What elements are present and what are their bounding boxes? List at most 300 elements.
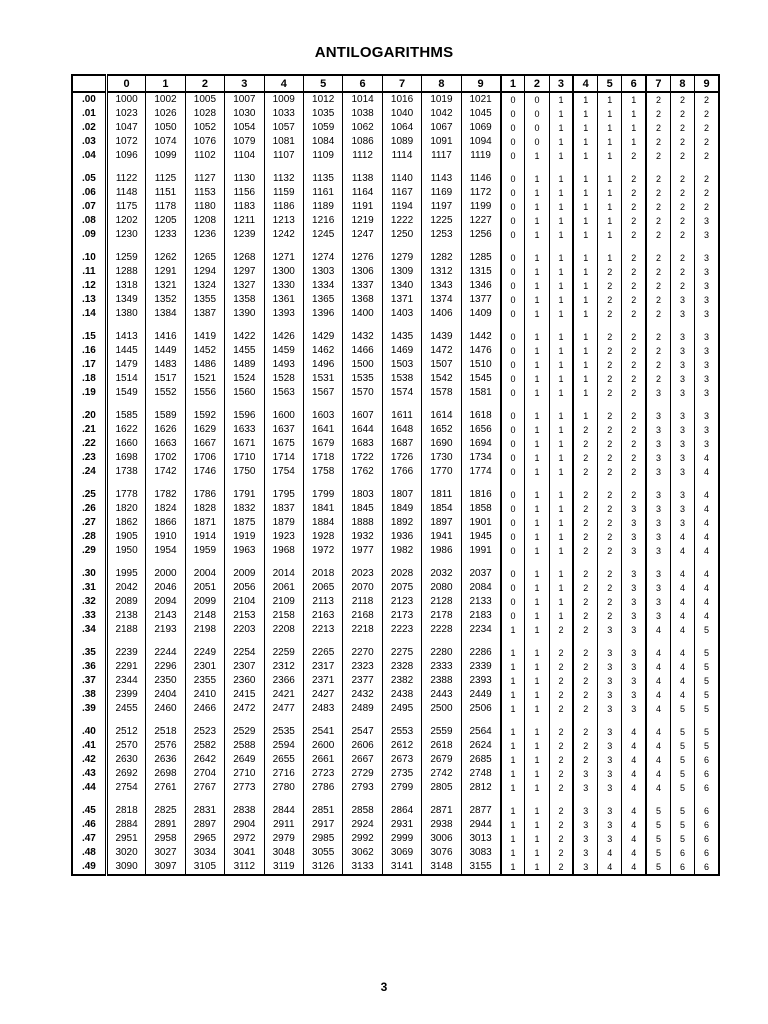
header-diff-8: 8 — [670, 75, 694, 92]
mean-difference: 3 — [646, 386, 670, 400]
table-row — [72, 265, 719, 279]
mean-difference: 1 — [573, 200, 597, 214]
antilog-value: 1626 — [146, 423, 185, 437]
mean-difference: 3 — [695, 228, 719, 242]
mean-difference: 4 — [598, 846, 622, 860]
mean-difference: 2 — [549, 781, 573, 795]
antilog-value: 2317 — [303, 660, 342, 674]
row-label: .33 — [81, 610, 96, 621]
antilog-value: 2143 — [146, 609, 185, 623]
mean-difference: 6 — [670, 846, 694, 860]
antilog-value: 1644 — [343, 423, 382, 437]
antilog-value: 1919 — [225, 530, 264, 544]
mean-difference: 1 — [573, 121, 597, 135]
mean-difference: 3 — [695, 358, 719, 372]
mean-difference: 0 — [501, 609, 525, 623]
antilog-value: 1384 — [146, 307, 185, 321]
table-row — [72, 409, 719, 423]
row-label: .40 — [81, 726, 96, 737]
mean-difference: 3 — [670, 386, 694, 400]
mean-difference: 1 — [573, 149, 597, 163]
mean-difference: 2 — [622, 465, 646, 479]
antilog-value: 1390 — [225, 307, 264, 321]
antilog-value: 1268 — [225, 251, 264, 265]
table-row — [72, 860, 719, 875]
mean-difference: 2 — [573, 437, 597, 451]
antilog-value: 1380 — [106, 307, 145, 321]
table-row — [72, 609, 719, 623]
mean-difference: 1 — [501, 753, 525, 767]
mean-difference: 6 — [670, 860, 694, 875]
antilog-value: 1832 — [225, 502, 264, 516]
antilog-value: 2158 — [264, 609, 303, 623]
table-row — [72, 832, 719, 846]
antilog-value: 2559 — [422, 725, 461, 739]
mean-difference: 2 — [598, 386, 622, 400]
mean-difference: 3 — [622, 581, 646, 595]
antilog-value: 1837 — [264, 502, 303, 516]
mean-difference: 3 — [622, 567, 646, 581]
table-row — [72, 358, 719, 372]
mean-difference: 1 — [549, 172, 573, 186]
antilog-value: 3083 — [461, 846, 500, 860]
antilog-value: 1321 — [146, 279, 185, 293]
antilog-value: 2138 — [106, 609, 145, 623]
mean-difference: 1 — [549, 358, 573, 372]
antilog-value: 1309 — [382, 265, 421, 279]
mean-difference: 3 — [670, 488, 694, 502]
antilog-value: 1786 — [185, 488, 224, 502]
antilog-value: 1250 — [382, 228, 421, 242]
antilog-value: 2606 — [343, 739, 382, 753]
antilog-value: 2944 — [461, 818, 500, 832]
mean-difference: 1 — [549, 437, 573, 451]
mean-difference: 0 — [501, 149, 525, 163]
antilog-value: 2118 — [343, 595, 382, 609]
antilog-value: 1698 — [106, 451, 145, 465]
mean-difference: 4 — [622, 767, 646, 781]
mean-difference: 4 — [646, 660, 670, 674]
mean-difference: 2 — [549, 767, 573, 781]
antilog-value: 2270 — [343, 646, 382, 660]
antilog-value: 1656 — [461, 423, 500, 437]
antilog-value: 1002 — [146, 92, 185, 107]
mean-difference: 3 — [622, 502, 646, 516]
table-body — [72, 92, 719, 875]
antilog-value: 1175 — [106, 200, 145, 214]
antilog-value: 1303 — [303, 265, 342, 279]
antilog-value: 1236 — [185, 228, 224, 242]
mean-difference: 3 — [598, 781, 622, 795]
mean-difference: 2 — [646, 358, 670, 372]
mean-difference: 1 — [549, 488, 573, 502]
mean-difference: 1 — [598, 251, 622, 265]
antilog-value: 2080 — [422, 581, 461, 595]
antilog-value: 3112 — [225, 860, 264, 875]
antilog-value: 2594 — [264, 739, 303, 753]
antilog-value: 3041 — [225, 846, 264, 860]
antilog-value: 1811 — [422, 488, 461, 502]
antilog-value: 1343 — [422, 279, 461, 293]
mean-difference: 2 — [598, 465, 622, 479]
mean-difference: 2 — [598, 516, 622, 530]
mean-difference: 2 — [622, 200, 646, 214]
antilog-value: 2382 — [382, 674, 421, 688]
row-label: .12 — [81, 280, 96, 291]
antilog-value: 1914 — [185, 530, 224, 544]
antilog-value: 1449 — [146, 344, 185, 358]
mean-difference: 6 — [695, 767, 719, 781]
mean-difference: 1 — [525, 186, 549, 200]
mean-difference: 2 — [573, 753, 597, 767]
antilog-value: 2163 — [303, 609, 342, 623]
antilog-value: 1279 — [382, 251, 421, 265]
mean-difference: 1 — [525, 725, 549, 739]
mean-difference: 6 — [695, 832, 719, 846]
table-row — [72, 516, 719, 530]
mean-difference: 5 — [646, 846, 670, 860]
mean-difference: 3 — [573, 767, 597, 781]
antilog-value: 1227 — [461, 214, 500, 228]
mean-difference: 4 — [695, 465, 719, 479]
mean-difference: 0 — [501, 502, 525, 516]
mean-difference: 1 — [525, 767, 549, 781]
antilog-value: 1107 — [264, 149, 303, 163]
antilog-value: 2070 — [343, 581, 382, 595]
antilog-value: 1941 — [422, 530, 461, 544]
row-label: .25 — [81, 489, 96, 500]
antilog-value: 2104 — [225, 595, 264, 609]
mean-difference: 2 — [573, 674, 597, 688]
mean-difference: 3 — [670, 423, 694, 437]
mean-difference: 3 — [598, 767, 622, 781]
mean-difference: 1 — [501, 660, 525, 674]
mean-difference: 1 — [501, 725, 525, 739]
row-label: .00 — [81, 94, 96, 105]
antilog-value: 1452 — [185, 344, 224, 358]
mean-difference: 2 — [549, 804, 573, 818]
antilog-value: 2415 — [225, 688, 264, 702]
antilog-value: 2661 — [303, 753, 342, 767]
mean-difference: 4 — [670, 581, 694, 595]
header-col-5: 5 — [303, 75, 342, 92]
row-label: .45 — [81, 805, 96, 816]
mean-difference: 3 — [646, 530, 670, 544]
antilog-value: 1618 — [461, 409, 500, 423]
mean-difference: 2 — [622, 330, 646, 344]
mean-difference: 3 — [598, 660, 622, 674]
antilog-value: 2624 — [461, 739, 500, 753]
table-row — [72, 581, 719, 595]
mean-difference: 2 — [646, 265, 670, 279]
antilog-value: 3119 — [264, 860, 303, 875]
antilog-value: 2014 — [264, 567, 303, 581]
antilog-value: 1291 — [146, 265, 185, 279]
antilog-value: 1871 — [185, 516, 224, 530]
row-label: .29 — [81, 545, 96, 556]
antilog-value: 1945 — [461, 530, 500, 544]
antilog-value: 1340 — [382, 279, 421, 293]
antilog-value: 1742 — [146, 465, 185, 479]
antilog-value: 2188 — [106, 623, 145, 637]
antilog-value: 1219 — [343, 214, 382, 228]
antilog-value: 1754 — [264, 465, 303, 479]
antilog-value: 2999 — [382, 832, 421, 846]
antilog-value: 1416 — [146, 330, 185, 344]
antilog-value: 1099 — [146, 149, 185, 163]
antilog-value: 2506 — [461, 702, 500, 716]
antilog-value: 1038 — [343, 107, 382, 121]
mean-difference: 2 — [549, 623, 573, 637]
antilog-value: 1845 — [343, 502, 382, 516]
antilog-value: 1054 — [225, 121, 264, 135]
mean-difference: 3 — [695, 423, 719, 437]
mean-difference: 1 — [501, 702, 525, 716]
antilog-value: 2655 — [264, 753, 303, 767]
antilog-value: 1791 — [225, 488, 264, 502]
antilog-value: 1493 — [264, 358, 303, 372]
antilog-value: 1517 — [146, 372, 185, 386]
mean-difference: 2 — [670, 214, 694, 228]
mean-difference: 1 — [525, 488, 549, 502]
antilog-value: 2307 — [225, 660, 264, 674]
mean-difference: 1 — [549, 502, 573, 516]
mean-difference: 4 — [646, 781, 670, 795]
mean-difference: 3 — [695, 409, 719, 423]
mean-difference: 4 — [622, 860, 646, 875]
antilog-value: 2931 — [382, 818, 421, 832]
antilog-value: 1762 — [343, 465, 382, 479]
mean-difference: 2 — [598, 265, 622, 279]
mean-difference: 2 — [598, 451, 622, 465]
mean-difference: 5 — [670, 702, 694, 716]
mean-difference: 2 — [622, 488, 646, 502]
row-label: .19 — [81, 387, 96, 398]
mean-difference: 1 — [525, 386, 549, 400]
table-row — [72, 279, 719, 293]
mean-difference: 1 — [573, 92, 597, 107]
mean-difference: 4 — [646, 753, 670, 767]
antilog-value: 2477 — [264, 702, 303, 716]
mean-difference: 2 — [622, 423, 646, 437]
mean-difference: 0 — [501, 121, 525, 135]
mean-difference: 1 — [525, 214, 549, 228]
mean-difference: 1 — [525, 372, 549, 386]
mean-difference: 2 — [598, 358, 622, 372]
antilog-value: 3048 — [264, 846, 303, 860]
mean-difference: 3 — [695, 279, 719, 293]
mean-difference: 2 — [622, 451, 646, 465]
mean-difference: 2 — [573, 739, 597, 753]
mean-difference: 2 — [598, 595, 622, 609]
mean-difference: 1 — [549, 265, 573, 279]
antilog-value: 1722 — [343, 451, 382, 465]
table-row — [72, 702, 719, 716]
header-diff-1: 1 — [501, 75, 525, 92]
antilog-value: 2564 — [461, 725, 500, 739]
mean-difference: 3 — [622, 516, 646, 530]
mean-difference: 3 — [646, 516, 670, 530]
header-diff-4: 4 — [573, 75, 597, 92]
mean-difference: 2 — [622, 437, 646, 451]
mean-difference: 2 — [573, 516, 597, 530]
mean-difference: 2 — [573, 688, 597, 702]
antilog-value: 1132 — [264, 172, 303, 186]
mean-difference: 4 — [670, 674, 694, 688]
table-row — [72, 753, 719, 767]
mean-difference: 4 — [695, 488, 719, 502]
mean-difference: 2 — [598, 530, 622, 544]
antilog-value: 2355 — [185, 674, 224, 688]
antilog-value: 2630 — [106, 753, 145, 767]
mean-difference: 3 — [598, 623, 622, 637]
table-row — [72, 646, 719, 660]
antilog-value: 1042 — [422, 107, 461, 121]
antilog-value: 1233 — [146, 228, 185, 242]
mean-difference: 3 — [622, 609, 646, 623]
table-row — [72, 544, 719, 558]
antilog-value: 2037 — [461, 567, 500, 581]
antilog-value: 2716 — [264, 767, 303, 781]
row-label: .06 — [81, 187, 96, 198]
antilog-value: 2773 — [225, 781, 264, 795]
antilog-value: 1076 — [185, 135, 224, 149]
antilog-value: 2992 — [343, 832, 382, 846]
antilog-value: 2350 — [146, 674, 185, 688]
antilog-value: 2529 — [225, 725, 264, 739]
antilog-value: 2844 — [264, 804, 303, 818]
mean-difference: 3 — [598, 725, 622, 739]
table-row — [72, 725, 719, 739]
mean-difference: 5 — [646, 860, 670, 875]
antilog-value: 1932 — [343, 530, 382, 544]
mean-difference: 1 — [525, 437, 549, 451]
mean-difference: 1 — [525, 516, 549, 530]
antilog-value: 1622 — [106, 423, 145, 437]
mean-difference: 2 — [598, 330, 622, 344]
antilog-value: 1875 — [225, 516, 264, 530]
group-spacer — [72, 716, 719, 725]
antilog-value: 1109 — [303, 149, 342, 163]
row-label: .47 — [81, 833, 96, 844]
antilog-value: 1361 — [264, 293, 303, 307]
group-spacer — [72, 637, 719, 646]
mean-difference: 4 — [598, 860, 622, 875]
antilog-value: 2366 — [264, 674, 303, 688]
table-row — [72, 804, 719, 818]
mean-difference: 3 — [573, 781, 597, 795]
header-col-9: 9 — [461, 75, 500, 92]
header-col-2: 2 — [185, 75, 224, 92]
antilog-value: 2979 — [264, 832, 303, 846]
antilog-value: 2951 — [106, 832, 145, 846]
antilog-value: 1114 — [382, 149, 421, 163]
antilog-value: 2831 — [185, 804, 224, 818]
antilog-value: 2301 — [185, 660, 224, 674]
mean-difference: 3 — [695, 386, 719, 400]
mean-difference: 0 — [501, 544, 525, 558]
antilog-value: 3155 — [461, 860, 500, 875]
mean-difference: 3 — [695, 344, 719, 358]
antilog-value: 2729 — [343, 767, 382, 781]
mean-difference: 3 — [646, 567, 670, 581]
mean-difference: 1 — [598, 135, 622, 149]
antilog-value: 3055 — [303, 846, 342, 860]
mean-difference: 2 — [670, 265, 694, 279]
row-label: .30 — [81, 568, 96, 579]
mean-difference: 3 — [598, 804, 622, 818]
antilog-value: 2547 — [343, 725, 382, 739]
mean-difference: 4 — [695, 544, 719, 558]
mean-difference: 0 — [501, 92, 525, 107]
mean-difference: 0 — [501, 172, 525, 186]
mean-difference: 1 — [549, 107, 573, 121]
antilog-value: 2234 — [461, 623, 500, 637]
table-row — [72, 107, 719, 121]
mean-difference: 3 — [670, 293, 694, 307]
antilog-value: 1169 — [422, 186, 461, 200]
antilog-value: 1462 — [303, 344, 342, 358]
antilog-value: 2339 — [461, 660, 500, 674]
antilog-value: 1820 — [106, 502, 145, 516]
antilog-value: 1807 — [382, 488, 421, 502]
mean-difference: 1 — [525, 660, 549, 674]
mean-difference: 5 — [646, 818, 670, 832]
mean-difference: 0 — [501, 135, 525, 149]
mean-difference: 3 — [622, 595, 646, 609]
antilog-value: 1030 — [225, 107, 264, 121]
mean-difference: 1 — [573, 172, 597, 186]
row-label: .48 — [81, 847, 96, 858]
antilog-value: 1021 — [461, 92, 500, 107]
mean-difference: 6 — [695, 860, 719, 875]
antilog-value: 2985 — [303, 832, 342, 846]
antilog-value: 2495 — [382, 702, 421, 716]
table-row — [72, 623, 719, 637]
mean-difference: 2 — [573, 451, 597, 465]
mean-difference: 0 — [501, 530, 525, 544]
row-label: .05 — [81, 173, 96, 184]
antilog-value: 2168 — [343, 609, 382, 623]
mean-difference: 2 — [549, 753, 573, 767]
mean-difference: 1 — [622, 135, 646, 149]
mean-difference: 2 — [646, 186, 670, 200]
antilog-value: 1282 — [422, 251, 461, 265]
mean-difference: 1 — [549, 581, 573, 595]
antilog-value: 2877 — [461, 804, 500, 818]
antilog-value: 2735 — [382, 767, 421, 781]
mean-difference: 3 — [622, 660, 646, 674]
antilog-value: 1766 — [382, 465, 421, 479]
antilog-value: 2265 — [303, 646, 342, 660]
row-label: .13 — [81, 294, 96, 305]
antilog-value: 2924 — [343, 818, 382, 832]
mean-difference: 0 — [501, 251, 525, 265]
antilog-value: 2489 — [343, 702, 382, 716]
antilog-value: 1019 — [422, 92, 461, 107]
mean-difference: 3 — [646, 609, 670, 623]
mean-difference: 3 — [598, 818, 622, 832]
mean-difference: 1 — [598, 107, 622, 121]
antilog-value: 1982 — [382, 544, 421, 558]
antilog-value: 2286 — [461, 646, 500, 660]
mean-difference: 2 — [646, 330, 670, 344]
antilog-value: 2208 — [264, 623, 303, 637]
row-label: .27 — [81, 517, 96, 528]
table-row — [72, 767, 719, 781]
mean-difference: 1 — [525, 465, 549, 479]
antilog-value: 1040 — [382, 107, 421, 121]
